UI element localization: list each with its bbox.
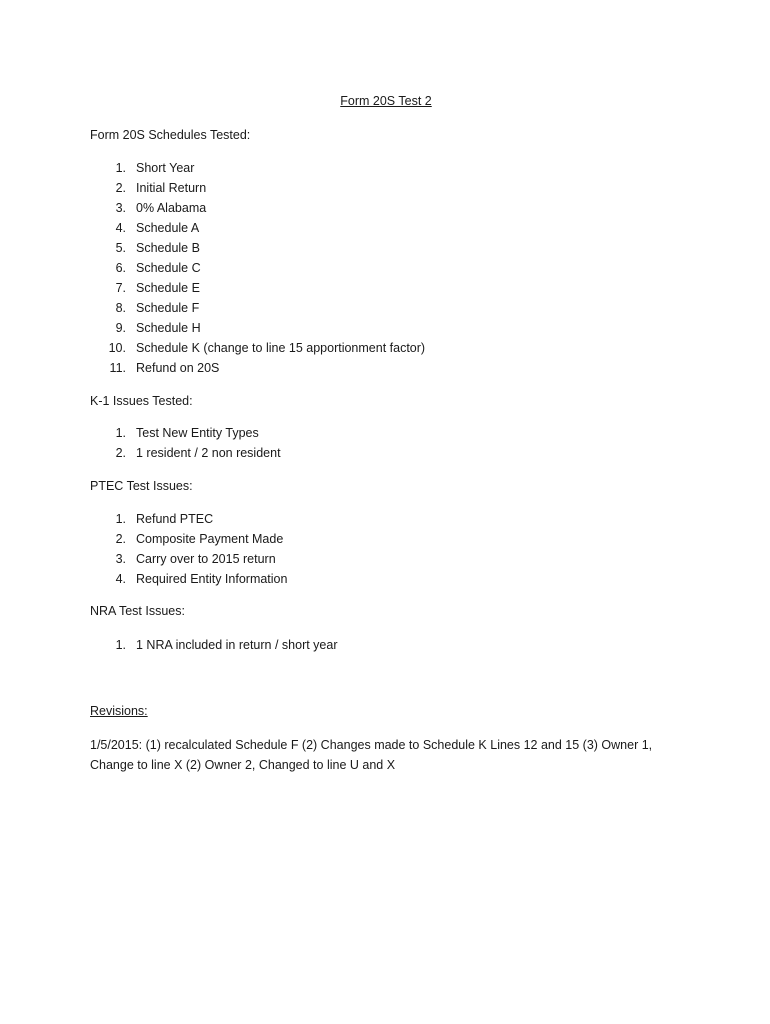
list-number: 10. bbox=[108, 341, 126, 355]
list-text: Schedule K (change to line 15 apportionment factor) bbox=[136, 341, 426, 355]
list-text: Short Year bbox=[136, 161, 195, 175]
list-number: 11. bbox=[109, 361, 126, 375]
list-text: Carry over to 2015 return bbox=[136, 552, 276, 566]
document-title: Form 20S Test 2 bbox=[340, 94, 432, 108]
list-number: 7. bbox=[115, 281, 126, 295]
schedules-heading: Form 20S Schedules Tested: bbox=[90, 128, 251, 142]
list-number: 1. bbox=[115, 426, 126, 440]
list-number: 2. bbox=[115, 532, 126, 546]
list-number: 9. bbox=[115, 321, 126, 335]
list-text: Initial Return bbox=[136, 181, 207, 195]
list-number: 1. bbox=[115, 161, 126, 175]
list-number: 8. bbox=[115, 301, 126, 315]
list-text: Schedule B bbox=[136, 241, 200, 255]
list-number: 2. bbox=[115, 446, 126, 460]
list-number: 6. bbox=[115, 261, 126, 275]
list-number: 2. bbox=[115, 181, 126, 195]
list-text: Schedule H bbox=[136, 321, 201, 335]
ptec-heading: PTEC Test Issues: bbox=[90, 479, 193, 493]
list-number: 4. bbox=[115, 221, 126, 235]
k1-heading: K-1 Issues Tested: bbox=[90, 394, 193, 408]
list-text: Schedule E bbox=[136, 281, 200, 295]
list-number: 1. bbox=[115, 638, 126, 652]
list-number: 5. bbox=[115, 241, 126, 255]
list-number: 3. bbox=[115, 552, 126, 566]
list-text: 0% Alabama bbox=[136, 201, 207, 215]
list-text: 1 resident / 2 non resident bbox=[136, 446, 281, 460]
list-text: Required Entity Information bbox=[136, 572, 288, 586]
list-text: Test New Entity Types bbox=[136, 426, 259, 440]
revisions-text: 1/5/2015: (1) recalculated Schedule F (2) Changes made to Schedule K Lines 12 and 15 (3) Owner 1, Change to line X (2) Owner 2, Changed to line U and X bbox=[90, 738, 653, 772]
list-text: Schedule A bbox=[136, 221, 200, 235]
nra-heading: NRA Test Issues: bbox=[90, 604, 185, 618]
revisions-heading: Revisions: bbox=[90, 704, 148, 718]
list-number: 4. bbox=[115, 572, 126, 586]
list-number: 3. bbox=[115, 201, 126, 215]
list-text: Schedule C bbox=[136, 261, 201, 275]
list-text: Refund on 20S bbox=[136, 361, 220, 375]
list-text: Schedule F bbox=[136, 301, 200, 315]
list-number: 1. bbox=[115, 512, 126, 526]
list-text: Refund PTEC bbox=[136, 512, 214, 526]
list-text: 1 NRA included in return / short year bbox=[136, 638, 338, 652]
list-text: Composite Payment Made bbox=[136, 532, 284, 546]
